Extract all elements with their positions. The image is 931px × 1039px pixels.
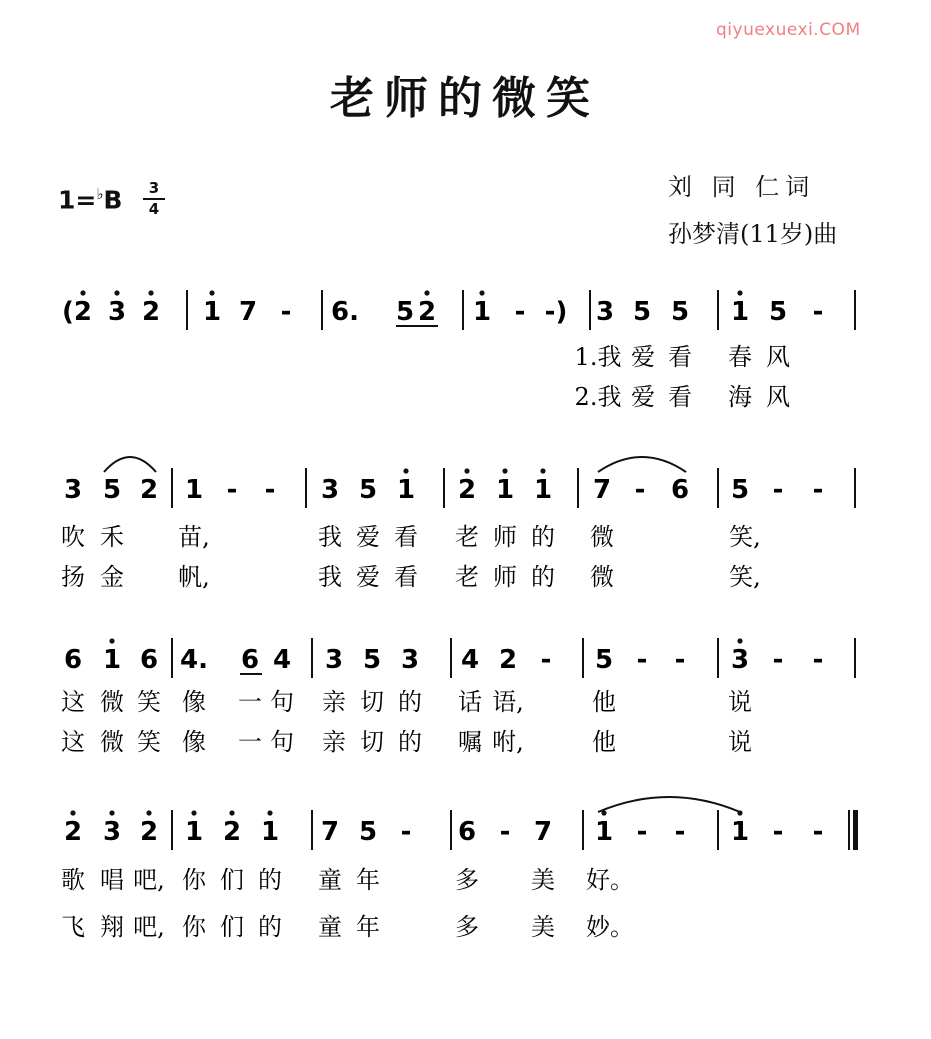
lyric-syllable: 微 <box>590 563 614 591</box>
octave-dot <box>70 810 75 815</box>
jianpu-note: 3 <box>107 297 127 327</box>
jianpu-note: 4 <box>272 645 292 675</box>
lyric-syllable: 春 <box>728 343 752 371</box>
jianpu-note: 7 <box>592 475 612 505</box>
octave-dot <box>464 468 469 473</box>
jianpu-note: 1 <box>730 297 750 327</box>
lyric-syllable: 一 <box>238 728 262 756</box>
jianpu-note: - <box>540 645 552 675</box>
tie-arc <box>598 797 740 812</box>
lyric-syllable: 唱 <box>100 866 124 894</box>
jianpu-note: 3 <box>102 817 122 847</box>
time-signature: 3 4 <box>143 180 165 218</box>
jianpu-note: 5 <box>358 475 378 505</box>
jianpu-note: 4. <box>180 645 208 675</box>
jianpu-note: - <box>499 817 511 847</box>
lyric-syllable: 妙。 <box>586 913 634 941</box>
jianpu-note: 7 <box>320 817 340 847</box>
lyric-syllable: 笑 <box>137 728 161 756</box>
octave-dot <box>146 810 151 815</box>
jianpu-note: -) <box>544 297 568 327</box>
jianpu-note: - <box>226 475 238 505</box>
lyric-syllable: 童 <box>318 866 342 894</box>
lyric-syllable: 笑, <box>729 563 761 591</box>
jianpu-note: 5 <box>730 475 750 505</box>
lyric-syllable: 亲 <box>322 728 346 756</box>
lyric-syllable: 看 <box>668 383 692 411</box>
jianpu-note: 1 <box>184 817 204 847</box>
jianpu-note: 1 <box>472 297 492 327</box>
octave-dot <box>479 290 484 295</box>
jianpu-note: 6 <box>240 645 260 675</box>
octave-dot <box>540 468 545 473</box>
octave-dot <box>80 290 85 295</box>
jianpu-note: 2 <box>222 817 242 847</box>
jianpu-note: - <box>514 297 526 327</box>
lyric-syllable: 多 <box>455 866 479 894</box>
watermark: qiyuexuexi.COM <box>716 20 861 40</box>
lyric-syllable: 多 <box>455 913 479 941</box>
octave-dot <box>403 468 408 473</box>
jianpu-note: 1 <box>102 645 122 675</box>
jianpu-note: 5 <box>395 297 415 327</box>
jianpu-note: 4 <box>460 645 480 675</box>
jianpu-note: 2 <box>63 817 83 847</box>
lyric-syllable: 句 <box>270 728 294 756</box>
lyric-syllable: 好。 <box>586 866 634 894</box>
lyric-syllable: 2.我 <box>574 383 622 411</box>
lyric-syllable: 这 <box>61 728 85 756</box>
lyric-syllable: 笑, <box>729 523 761 551</box>
lyric-syllable: 年 <box>356 866 380 894</box>
lyric-syllable: 歌 <box>61 866 85 894</box>
lyric-syllable: 这 <box>61 688 85 716</box>
jianpu-note: - <box>634 475 646 505</box>
lyric-syllable: 的 <box>398 688 422 716</box>
octave-dot <box>114 290 119 295</box>
lyricist-credit: 刘 同 仁词 <box>668 173 816 201</box>
jianpu-note: 3 <box>595 297 615 327</box>
lyric-syllable: 飞 <box>61 913 85 941</box>
jianpu-note: 2 <box>498 645 518 675</box>
jianpu-note: 3 <box>320 475 340 505</box>
octave-dot <box>229 810 234 815</box>
jianpu-note: 2 <box>417 297 437 327</box>
lyric-syllable: 的 <box>258 866 282 894</box>
final-barline <box>853 810 858 850</box>
lyric-syllable: 们 <box>220 866 244 894</box>
jianpu-note: 5 <box>670 297 690 327</box>
jianpu-note: - <box>772 475 784 505</box>
jianpu-note: - <box>812 297 824 327</box>
lyric-syllable: 他 <box>592 688 616 716</box>
lyric-syllable: 嘱 <box>458 728 482 756</box>
jianpu-note: 1 <box>594 817 614 847</box>
lyric-syllable: 句 <box>270 688 294 716</box>
lyric-syllable: 亲 <box>322 688 346 716</box>
octave-dot <box>148 290 153 295</box>
jianpu-note: (2 <box>62 297 92 327</box>
lyric-syllable: 爱 <box>356 523 380 551</box>
jianpu-note: 2 <box>139 475 159 505</box>
lyric-syllable: 吧, <box>133 913 165 941</box>
lyric-syllable: 看 <box>668 343 692 371</box>
lyric-syllable: 的 <box>398 728 422 756</box>
jianpu-note: 6 <box>139 645 159 675</box>
lyric-syllable: 老 <box>455 563 479 591</box>
jianpu-note: - <box>812 817 824 847</box>
jianpu-note: 1 <box>495 475 515 505</box>
jianpu-note: - <box>772 817 784 847</box>
jianpu-note: 1 <box>533 475 553 505</box>
lyric-syllable: 扬 <box>61 563 85 591</box>
lyric-syllable: 语, <box>492 688 524 716</box>
lyric-syllable: 风 <box>766 343 790 371</box>
jianpu-note: 2 <box>457 475 477 505</box>
octave-dot <box>191 810 196 815</box>
jianpu-note: - <box>636 645 648 675</box>
lyric-syllable: 美 <box>531 866 555 894</box>
lyric-syllable: 1.我 <box>574 343 622 371</box>
jianpu-note: 5 <box>632 297 652 327</box>
octave-dot <box>737 638 742 643</box>
jianpu-note: - <box>636 817 648 847</box>
lyric-syllable: 咐, <box>492 728 524 756</box>
song-title: 老师的微笑 <box>330 73 600 124</box>
jianpu-note: 1 <box>184 475 204 505</box>
octave-dot <box>502 468 507 473</box>
jianpu-note: 5 <box>594 645 614 675</box>
jianpu-note: - <box>772 645 784 675</box>
jianpu-note: 2 <box>139 817 159 847</box>
lyric-syllable: 像 <box>182 728 206 756</box>
lyric-syllable: 你 <box>182 913 206 941</box>
lyric-syllable: 微 <box>100 688 124 716</box>
lyric-syllable: 们 <box>220 913 244 941</box>
jianpu-note: 5 <box>362 645 382 675</box>
jianpu-note: 6 <box>63 645 83 675</box>
lyric-syllable: 的 <box>531 563 555 591</box>
lyric-syllable: 年 <box>356 913 380 941</box>
jianpu-note: - <box>280 297 292 327</box>
jianpu-note: 7 <box>238 297 258 327</box>
jianpu-note: - <box>674 645 686 675</box>
jianpu-note: 3 <box>324 645 344 675</box>
lyric-syllable: 我 <box>318 523 342 551</box>
lyric-syllable: 一 <box>238 688 262 716</box>
lyric-syllable: 童 <box>318 913 342 941</box>
lyric-syllable: 的 <box>531 523 555 551</box>
lyric-syllable: 帆, <box>178 563 210 591</box>
jianpu-note: 3 <box>730 645 750 675</box>
lyric-syllable: 像 <box>182 688 206 716</box>
lyric-syllable: 爱 <box>631 343 655 371</box>
jianpu-note: 3 <box>400 645 420 675</box>
jianpu-note: 1 <box>396 475 416 505</box>
lyric-syllable: 笑 <box>137 688 161 716</box>
jianpu-note: 5 <box>102 475 122 505</box>
jianpu-note: 1 <box>730 817 750 847</box>
jianpu-note: - <box>264 475 276 505</box>
lyric-syllable: 吹 <box>61 523 85 551</box>
lyric-syllable: 切 <box>360 728 384 756</box>
lyric-syllable: 微 <box>590 523 614 551</box>
jianpu-note: 7 <box>533 817 553 847</box>
lyric-syllable: 海 <box>728 383 752 411</box>
octave-dot <box>109 638 114 643</box>
jianpu-note: 3 <box>63 475 83 505</box>
lyric-syllable: 话 <box>458 688 482 716</box>
lyric-syllable: 说 <box>728 728 752 756</box>
lyric-syllable: 金 <box>100 563 124 591</box>
jianpu-note: 5 <box>768 297 788 327</box>
lyric-syllable: 爱 <box>356 563 380 591</box>
key-signature: 1=♭B <box>58 185 123 215</box>
octave-dot <box>209 290 214 295</box>
lyric-syllable: 禾 <box>100 523 124 551</box>
lyric-syllable: 切 <box>360 688 384 716</box>
composer-credit: 孙梦清(11岁)曲 <box>668 220 838 248</box>
jianpu-note: - <box>674 817 686 847</box>
lyric-syllable: 你 <box>182 866 206 894</box>
lyric-syllable: 他 <box>592 728 616 756</box>
tie-arc <box>104 457 156 472</box>
jianpu-note: - <box>400 817 412 847</box>
lyric-syllable: 师 <box>493 563 517 591</box>
lyric-syllable: 师 <box>493 523 517 551</box>
jianpu-note: 1 <box>202 297 222 327</box>
lyric-syllable: 爱 <box>631 383 655 411</box>
lyric-syllable: 看 <box>394 523 418 551</box>
jianpu-note: - <box>812 645 824 675</box>
lyric-syllable: 苗, <box>178 523 210 551</box>
octave-dot <box>737 290 742 295</box>
lyric-syllable: 微 <box>100 728 124 756</box>
octave-dot <box>424 290 429 295</box>
lyric-syllable: 吧, <box>133 866 165 894</box>
octave-dot <box>109 810 114 815</box>
jianpu-note: 5 <box>358 817 378 847</box>
jianpu-note: 6 <box>457 817 477 847</box>
lyric-syllable: 说 <box>728 688 752 716</box>
lyric-syllable: 老 <box>455 523 479 551</box>
lyric-syllable: 我 <box>318 563 342 591</box>
jianpu-note: 6 <box>670 475 690 505</box>
jianpu-note: 1 <box>260 817 280 847</box>
octave-dot <box>267 810 272 815</box>
lyric-syllable: 的 <box>258 913 282 941</box>
jianpu-note: 2 <box>141 297 161 327</box>
lyric-syllable: 看 <box>394 563 418 591</box>
jianpu-note: - <box>812 475 824 505</box>
lyric-syllable: 翔 <box>100 913 124 941</box>
lyric-syllable: 风 <box>766 383 790 411</box>
tie-arc <box>598 457 686 472</box>
lyric-syllable: 美 <box>531 913 555 941</box>
jianpu-note: 6. <box>331 297 359 327</box>
